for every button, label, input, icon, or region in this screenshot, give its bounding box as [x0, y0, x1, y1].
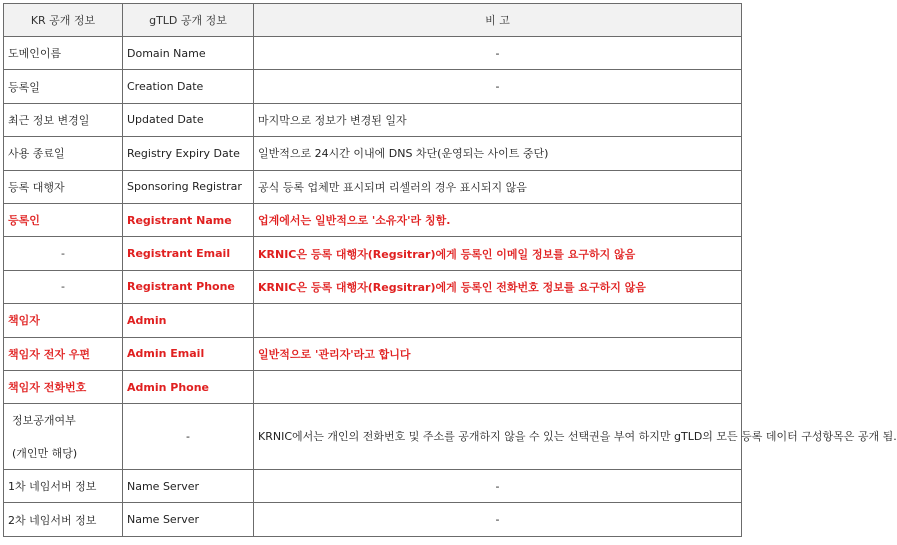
- cell-kr: -: [4, 270, 123, 303]
- cell-kr-top: 정보공개여부: [12, 414, 76, 428]
- header-gtld: gTLD 공개 정보: [123, 4, 254, 37]
- table-row: [4, 70, 742, 103]
- table-row-highlight: [4, 270, 742, 303]
- table-row: [4, 404, 742, 470]
- cell-kr: 책임자: [4, 304, 123, 337]
- cell-gtld: Name Server: [123, 470, 254, 503]
- whois-comparison-table: [3, 3, 897, 537]
- cell-remark: KRNIC은 등록 대행자(Regsitrar)에게 등록인 이메일 정보를 요구하지 않음: [254, 237, 742, 270]
- cell-gtld: Admin Email: [123, 337, 254, 370]
- cell-gtld: Registrant Phone: [123, 270, 254, 303]
- table-row-highlight: [4, 370, 742, 403]
- cell-remark: 마지막으로 정보가 변경된 일자: [254, 103, 742, 136]
- cell-gtld: Registry Expiry Date: [123, 137, 254, 170]
- cell-kr: 2차 네임서버 정보: [4, 503, 123, 536]
- cell-remark: 업계에서는 일반적으로 '소유자'라 칭함.: [254, 203, 742, 236]
- table-row: [4, 470, 742, 503]
- cell-remark: [254, 304, 742, 337]
- cell-kr: 사용 종료일: [4, 137, 123, 170]
- header-kr: KR 공개 정보: [4, 4, 123, 37]
- cell-kr: 책임자 전자 우편: [4, 337, 123, 370]
- table-row-highlight: [4, 203, 742, 236]
- cell-gtld: Admin Phone: [123, 370, 254, 403]
- cell-kr: 등록인: [4, 203, 123, 236]
- table-row-highlight: [4, 337, 742, 370]
- cell-remark: 공식 등록 업체만 표시되며 리셀러의 경우 표시되지 않음: [254, 170, 742, 203]
- table-row-highlight: [4, 237, 742, 270]
- table-row: [4, 137, 742, 170]
- cell-gtld: Sponsoring Registrar: [123, 170, 254, 203]
- cell-kr: 책임자 전화번호: [4, 370, 123, 403]
- cell-gtld: Domain Name: [123, 37, 254, 70]
- table-header-row: [4, 4, 742, 37]
- cell-remark: 일반적으로 24시간 이내에 DNS 차단(운영되는 사이트 중단): [254, 137, 742, 170]
- cell-kr: 도메인이름: [4, 37, 123, 70]
- cell-gtld: Registrant Email: [123, 237, 254, 270]
- cell-kr-stacked: [4, 404, 123, 470]
- cell-gtld: Updated Date: [123, 103, 254, 136]
- cell-kr: 최근 정보 변경일: [4, 103, 123, 136]
- cell-remark: -: [254, 37, 742, 70]
- cell-gtld: Registrant Name: [123, 203, 254, 236]
- cell-remark: -: [254, 503, 742, 536]
- cell-kr: 등록일: [4, 70, 123, 103]
- cell-gtld: -: [123, 404, 254, 470]
- table-row: [4, 37, 742, 70]
- cell-remark: KRNIC에서는 개인의 전화번호 및 주소를 공개하지 않을 수 있는 선택권을 부여 하지만 gTLD의 모든 등록 데이터 구성항목은 공개 됨.: [254, 404, 742, 470]
- cell-remark: [254, 370, 742, 403]
- cell-remark: KRNIC은 등록 대행자(Regsitrar)에게 등록인 전화번호 정보를 요구하지 않음: [254, 270, 742, 303]
- cell-kr-bottom: (개인만 해당): [12, 446, 78, 460]
- cell-kr: -: [4, 237, 123, 270]
- cell-gtld: Name Server: [123, 503, 254, 536]
- table-row: [4, 503, 742, 536]
- table-row-highlight: [4, 304, 742, 337]
- table-row: [4, 103, 742, 136]
- cell-remark: -: [254, 470, 742, 503]
- cell-remark: -: [254, 70, 742, 103]
- cell-gtld: Admin: [123, 304, 254, 337]
- cell-kr: 등록 대행자: [4, 170, 123, 203]
- cell-gtld: Creation Date: [123, 70, 254, 103]
- cell-kr: 1차 네임서버 정보: [4, 470, 123, 503]
- table-row: [4, 170, 742, 203]
- cell-remark: 일반적으로 '관리자'라고 합니다: [254, 337, 742, 370]
- header-remark: 비 고: [254, 4, 742, 37]
